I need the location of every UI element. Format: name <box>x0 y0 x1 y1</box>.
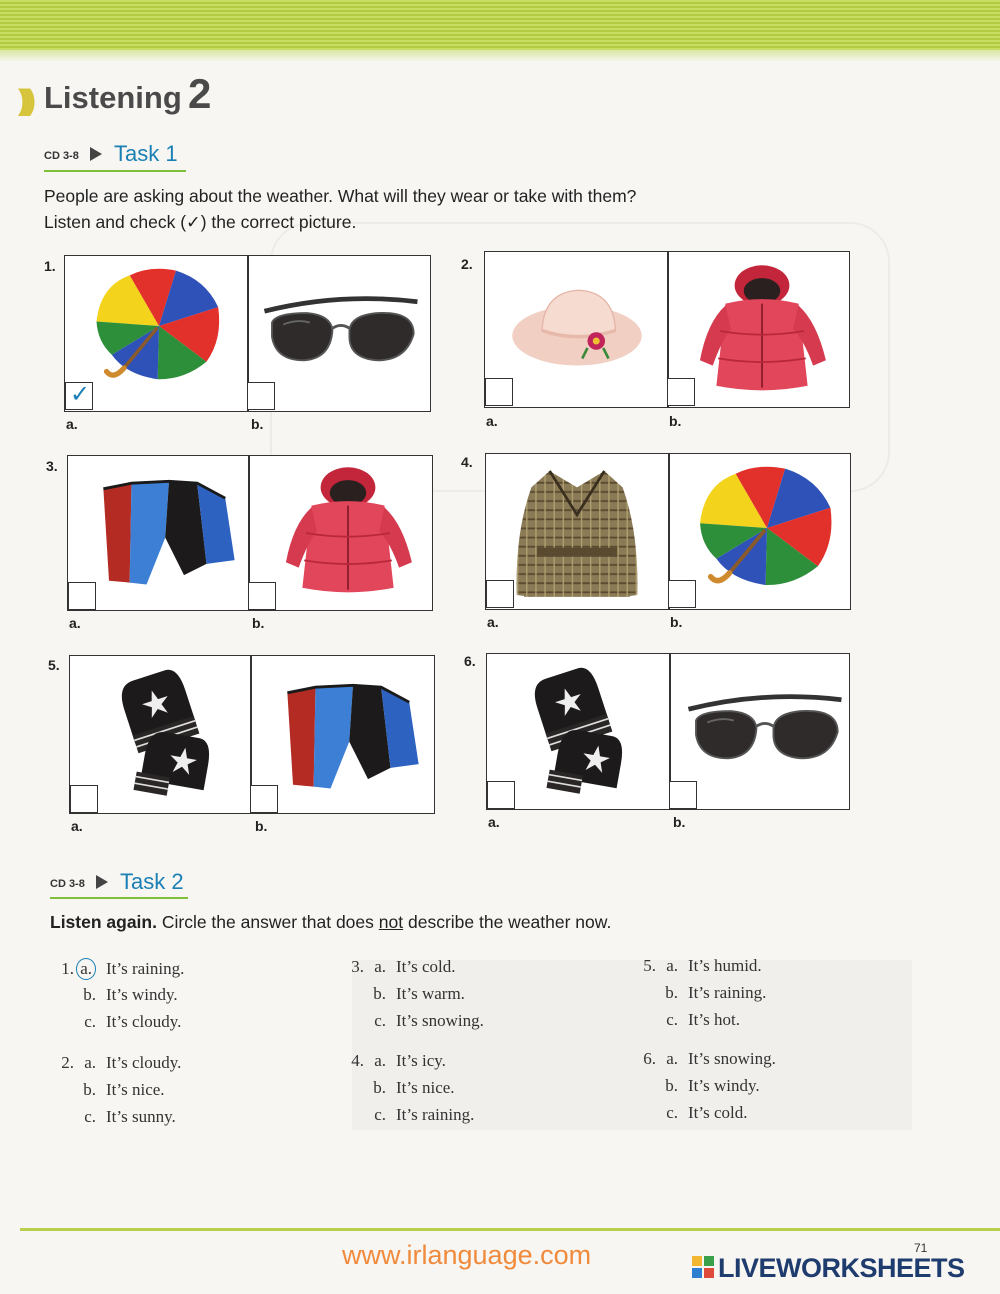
task1-instructions-line1: People are asking about the weather. What will they wear or take with them? <box>44 186 637 206</box>
checkbox-1a[interactable] <box>65 382 93 410</box>
option-letter: b. <box>83 985 96 1004</box>
question-5-option-a[interactable] <box>630 956 762 976</box>
shorts-picture <box>278 674 428 796</box>
task1-instructions-line2: Listen and check (✓) the correct picture. <box>44 212 357 232</box>
question-1-option-b[interactable] <box>48 985 178 1005</box>
item-number: 2. <box>461 256 473 272</box>
question-number: 6. <box>643 1049 656 1068</box>
picture-pair-6 <box>486 653 850 810</box>
task2-instructions <box>50 912 611 933</box>
option-text: It’s icy. <box>396 1051 446 1070</box>
checkbox-1b[interactable] <box>247 382 275 410</box>
item-number: 1. <box>44 258 56 274</box>
item-number: 3. <box>46 458 58 474</box>
option-text: It’s raining. <box>396 1105 475 1124</box>
banner-fade <box>0 50 1000 62</box>
checkbox-6a[interactable] <box>487 781 515 809</box>
option-label: b. <box>670 614 683 630</box>
top-banner <box>0 0 1000 50</box>
page-number: 71 <box>914 1241 928 1255</box>
question-number: 5. <box>643 956 656 975</box>
option-letter: a. <box>84 1053 96 1072</box>
footer-url-link[interactable]: www.irlanguage.com <box>342 1240 592 1270</box>
instructions-bold: Listen again. <box>50 912 157 932</box>
option-label: b. <box>669 413 682 429</box>
picture-pair-2 <box>484 251 850 408</box>
question-2-option-c[interactable] <box>48 1107 176 1127</box>
checkbox-2b[interactable] <box>667 378 695 406</box>
gloves-picture <box>110 666 228 802</box>
option-letter: c. <box>84 1012 96 1031</box>
question-number: 4. <box>351 1051 364 1070</box>
play-icon <box>96 875 108 889</box>
shorts-picture <box>94 470 244 592</box>
option-label: b. <box>251 416 264 432</box>
option-label: b. <box>252 615 265 631</box>
liveworksheets-logo-icon <box>692 1256 714 1278</box>
play-icon <box>90 147 102 161</box>
checkbox-3a[interactable] <box>68 582 96 610</box>
question-4-option-c[interactable] <box>338 1105 474 1125</box>
option-letter: c. <box>374 1105 386 1124</box>
item-number: 4. <box>461 454 473 470</box>
option-letter: b. <box>665 983 678 1002</box>
option-text: It’s windy. <box>106 985 178 1004</box>
instructions-text: describe the weather now. <box>407 912 612 932</box>
option-text: It’s cold. <box>396 957 456 976</box>
gloves-picture <box>523 664 641 800</box>
option-text: It’s snowing. <box>688 1049 776 1068</box>
task2-title: Task 2 <box>120 869 184 894</box>
question-number: 3. <box>351 957 364 976</box>
item-number: 6. <box>464 653 476 669</box>
question-5-option-c[interactable] <box>630 1010 740 1030</box>
option-label: a. <box>66 416 78 432</box>
checkbox-5a[interactable] <box>70 785 98 813</box>
option-letter: b. <box>665 1076 678 1095</box>
option-letter: a. <box>666 956 678 975</box>
question-1-option-c[interactable] <box>48 1012 181 1032</box>
checkbox-2a[interactable] <box>485 378 513 406</box>
title-sound-icon: ))) <box>18 84 30 117</box>
red-jacket-picture <box>687 258 837 404</box>
cd-track-label: CD 3-8 <box>44 150 79 162</box>
checkbox-5b[interactable] <box>250 785 278 813</box>
item-number: 5. <box>48 657 60 673</box>
question-number: 1. <box>61 959 74 978</box>
picture-pair-4 <box>485 453 851 610</box>
option-text: It’s cloudy. <box>106 1012 182 1031</box>
page-title: Listening <box>44 80 182 115</box>
option-letter: b. <box>373 984 386 1003</box>
option-text: It’s raining. <box>106 959 185 978</box>
answer-circle: a. <box>76 958 96 980</box>
question-4-option-b[interactable] <box>338 1078 455 1098</box>
option-letter: c. <box>666 1103 678 1122</box>
option-label: a. <box>486 413 498 429</box>
task2-underline <box>50 897 188 899</box>
option-letter: b. <box>373 1078 386 1097</box>
option-label: b. <box>673 814 686 830</box>
cd-track-label: CD 3-8 <box>50 878 85 890</box>
question-3-option-b[interactable] <box>338 984 465 1004</box>
option-text: It’s snowing. <box>396 1011 484 1030</box>
picture-pair-1 <box>64 255 431 412</box>
option-text: It’s cold. <box>688 1103 748 1122</box>
question-4-option-a[interactable] <box>338 1051 446 1071</box>
checkbox-4b[interactable] <box>668 580 696 608</box>
option-label: a. <box>69 615 81 631</box>
question-6-option-b[interactable] <box>630 1076 760 1096</box>
question-2-option-a[interactable] <box>48 1053 181 1073</box>
checkbox-3b[interactable] <box>248 582 276 610</box>
instructions-underlined: not <box>378 912 404 932</box>
page-title-number: 2 <box>188 70 212 117</box>
question-2-option-b[interactable] <box>48 1080 165 1100</box>
checkbox-6b[interactable] <box>669 781 697 809</box>
option-text: It’s raining. <box>688 983 767 1002</box>
option-letter: a. <box>666 1049 678 1068</box>
task1-instructions <box>44 183 804 235</box>
question-6-option-c[interactable] <box>630 1103 748 1123</box>
option-label: a. <box>487 614 499 630</box>
option-text: It’s hot. <box>688 1010 740 1029</box>
option-label: b. <box>255 818 268 834</box>
question-1-option-a[interactable] <box>48 958 184 980</box>
option-letter: c. <box>666 1010 678 1029</box>
option-text: It’s nice. <box>396 1078 455 1097</box>
question-3-option-a[interactable] <box>338 957 456 977</box>
option-text: It’s warm. <box>396 984 465 1003</box>
sunglasses-picture <box>255 284 425 380</box>
option-text: It’s cloudy. <box>106 1053 182 1072</box>
umbrella-picture <box>692 462 842 594</box>
picture-pair-3 <box>67 455 433 611</box>
option-letter: c. <box>84 1107 96 1126</box>
task1-title: Task 1 <box>114 141 178 166</box>
option-text: It’s nice. <box>106 1080 165 1099</box>
question-3-option-c[interactable] <box>338 1011 484 1031</box>
umbrella-picture <box>89 262 229 390</box>
option-letter: c. <box>374 1011 386 1030</box>
question-6-option-a[interactable] <box>630 1049 776 1069</box>
task1-underline <box>44 170 186 172</box>
checkbox-4a[interactable] <box>486 580 514 608</box>
option-letter: a. <box>374 957 386 976</box>
sunglasses-picture <box>679 682 849 778</box>
option-text: It’s humid. <box>688 956 762 975</box>
option-letter: a. <box>374 1051 386 1070</box>
footer-brand[interactable]: LIVEWORKSHEETS <box>718 1253 965 1283</box>
option-label: a. <box>488 814 500 830</box>
red-jacket-picture <box>274 460 422 606</box>
question-number: 2. <box>61 1053 74 1072</box>
option-text: It’s windy. <box>688 1076 760 1095</box>
sun-hat-picture <box>507 264 647 376</box>
plaid-jacket-picture <box>502 460 652 606</box>
option-label: a. <box>71 818 83 834</box>
check-mark-icon: ✓ <box>70 381 91 408</box>
option-text: It’s sunny. <box>106 1107 176 1126</box>
picture-pair-5 <box>69 655 435 814</box>
option-letter: b. <box>83 1080 96 1099</box>
footer-rule <box>20 1228 1000 1231</box>
instructions-text: Circle the answer that does <box>161 912 374 932</box>
question-5-option-b[interactable] <box>630 983 766 1003</box>
